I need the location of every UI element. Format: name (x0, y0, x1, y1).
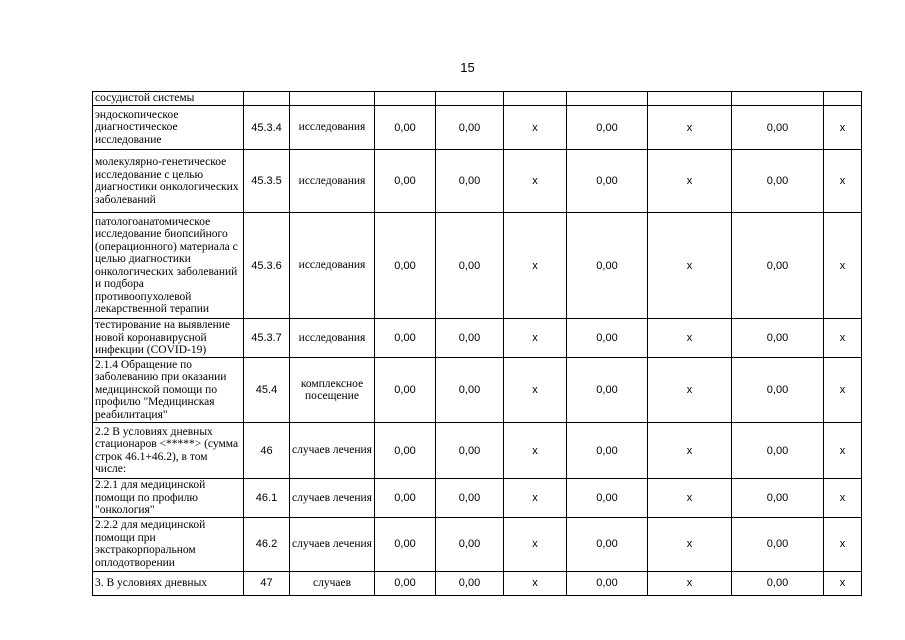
row-unit-cell: случаев лечения (290, 423, 375, 479)
row-value-cell: 0,00 (436, 106, 504, 150)
row-value-cell: х (824, 517, 862, 571)
row-unit-cell: исследования (290, 319, 375, 358)
row-value-cell: 0,00 (567, 479, 648, 518)
row-value-cell: х (648, 517, 732, 571)
row-unit-cell: случаев (290, 571, 375, 595)
row-name-cell: патологоанатомическое исследование биопсийного (операционного) материала с целью диагностики онкологических заболеваний и подбора противоопухолевой лекарственной терапии (93, 213, 244, 319)
row-unit-cell: исследования (290, 106, 375, 150)
row-value-cell: х (504, 106, 567, 150)
row-value-cell (567, 92, 648, 106)
row-value-cell: х (824, 213, 862, 319)
row-code-cell: 45.3.5 (244, 150, 290, 213)
row-name-cell: эндоскопическое диагностическое исследование (93, 106, 244, 150)
row-value-cell: х (824, 319, 862, 358)
row-value-cell: х (824, 150, 862, 213)
table-row (93, 150, 862, 213)
row-value-cell: х (504, 423, 567, 479)
row-value-cell: 0,00 (732, 213, 824, 319)
row-value-cell (648, 92, 732, 106)
row-value-cell (436, 92, 504, 106)
row-code-cell: 47 (244, 571, 290, 595)
row-value-cell: 0,00 (567, 213, 648, 319)
table-row (93, 319, 862, 358)
row-name-cell: 2.2.1 для медицинской помощи по профилю "онкология" (93, 479, 244, 518)
row-value-cell: 0,00 (732, 319, 824, 358)
row-code-cell: 46.2 (244, 517, 290, 571)
row-value-cell: 0,00 (567, 319, 648, 358)
table-row (93, 479, 862, 518)
row-value-cell: х (648, 479, 732, 518)
row-value-cell: 0,00 (375, 358, 436, 423)
row-name-cell: тестирование на выявление новой коронавирусной инфекции (COVID-19) (93, 319, 244, 358)
row-value-cell: х (648, 423, 732, 479)
row-value-cell: 0,00 (436, 213, 504, 319)
row-value-cell: 0,00 (436, 358, 504, 423)
row-value-cell: х (824, 358, 862, 423)
row-code-cell: 45.3.4 (244, 106, 290, 150)
row-code-cell (244, 92, 290, 106)
row-value-cell: 0,00 (732, 571, 824, 595)
row-value-cell: 0,00 (567, 571, 648, 595)
row-value-cell: 0,00 (375, 571, 436, 595)
row-value-cell: х (504, 150, 567, 213)
row-value-cell: 0,00 (375, 150, 436, 213)
row-unit-cell: комплексное посещение (290, 358, 375, 423)
row-name-cell: молекулярно-генетическое исследование с целью диагностики онкологических заболеваний (93, 150, 244, 213)
row-value-cell: х (648, 319, 732, 358)
row-value-cell: х (504, 319, 567, 358)
row-value-cell: 0,00 (436, 319, 504, 358)
row-value-cell: 0,00 (436, 571, 504, 595)
row-code-cell: 46.1 (244, 479, 290, 518)
row-value-cell (375, 92, 436, 106)
row-value-cell: х (824, 423, 862, 479)
table-row (93, 423, 862, 479)
row-value-cell: 0,00 (732, 106, 824, 150)
row-value-cell: 0,00 (732, 423, 824, 479)
row-value-cell: 0,00 (375, 423, 436, 479)
row-value-cell: 0,00 (567, 106, 648, 150)
row-value-cell: х (504, 213, 567, 319)
row-code-cell: 45.3.7 (244, 319, 290, 358)
row-value-cell: 0,00 (436, 423, 504, 479)
row-value-cell: 0,00 (436, 150, 504, 213)
row-value-cell: х (824, 479, 862, 518)
row-unit-cell: исследования (290, 150, 375, 213)
row-unit-cell: случаев лечения (290, 517, 375, 571)
row-value-cell: х (648, 150, 732, 213)
row-value-cell: х (648, 358, 732, 423)
row-value-cell: х (824, 106, 862, 150)
row-code-cell: 45.4 (244, 358, 290, 423)
page-number: 15 (460, 60, 475, 75)
row-value-cell (732, 92, 824, 106)
row-value-cell: 0,00 (732, 358, 824, 423)
row-value-cell: х (504, 479, 567, 518)
row-name-cell: 2.1.4 Обращение по заболеванию при оказании медицинской помощи по профилю "Медицинская реабилитация" (93, 358, 244, 423)
row-name-cell: 2.2 В условиях дневных стационаров <*****> (сумма строк 46.1+46.2), в том числе: (93, 423, 244, 479)
row-unit-cell: исследования (290, 213, 375, 319)
row-value-cell: 0,00 (375, 517, 436, 571)
row-code-cell: 46 (244, 423, 290, 479)
row-value-cell: 0,00 (732, 479, 824, 518)
row-value-cell: х (824, 571, 862, 595)
table-row (93, 92, 862, 106)
row-value-cell: х (504, 571, 567, 595)
table-row (93, 106, 862, 150)
row-value-cell: 0,00 (567, 150, 648, 213)
row-value-cell: 0,00 (436, 479, 504, 518)
row-value-cell: 0,00 (375, 479, 436, 518)
row-code-cell: 45.3.6 (244, 213, 290, 319)
row-value-cell: х (648, 106, 732, 150)
row-name-cell: 3. В условиях дневных (93, 571, 244, 595)
row-unit-cell (290, 92, 375, 106)
row-value-cell: 0,00 (732, 517, 824, 571)
row-value-cell: х (648, 213, 732, 319)
row-value-cell: 0,00 (567, 358, 648, 423)
data-table (92, 91, 862, 596)
table-row (93, 213, 862, 319)
row-value-cell (504, 92, 567, 106)
row-name-cell: сосудистой системы (93, 92, 244, 106)
row-value-cell (824, 92, 862, 106)
row-value-cell: х (648, 571, 732, 595)
row-value-cell: 0,00 (436, 517, 504, 571)
row-name-cell: 2.2.2 для медицинской помощи при экстракорпоральном оплодотворении (93, 517, 244, 571)
row-value-cell: 0,00 (567, 517, 648, 571)
table-body (93, 92, 862, 596)
row-value-cell: х (504, 358, 567, 423)
row-value-cell: 0,00 (732, 150, 824, 213)
table-row (93, 571, 862, 595)
table-row (93, 517, 862, 571)
table-row (93, 358, 862, 423)
row-value-cell: х (504, 517, 567, 571)
row-unit-cell: случаев лечения (290, 479, 375, 518)
row-value-cell: 0,00 (567, 423, 648, 479)
row-value-cell: 0,00 (375, 319, 436, 358)
row-value-cell: 0,00 (375, 106, 436, 150)
row-value-cell: 0,00 (375, 213, 436, 319)
